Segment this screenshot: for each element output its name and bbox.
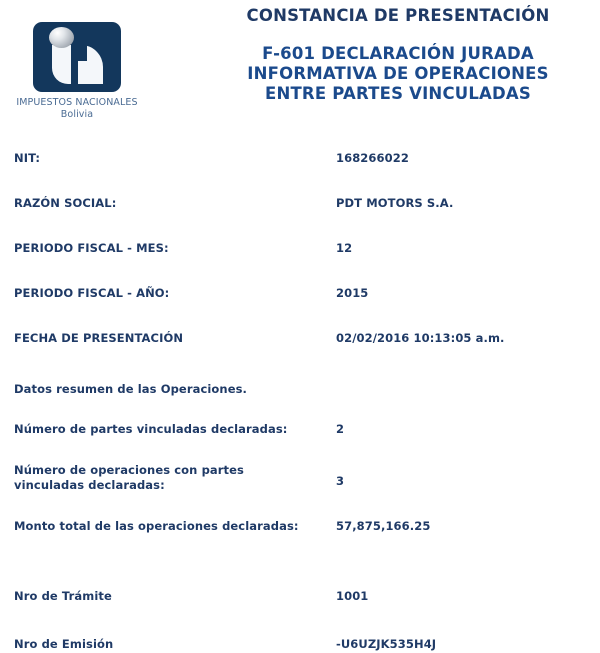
field-row-nro-emision — [14, 637, 586, 652]
form-subtitle-line-2: INFORMATIVA DE OPERACIONES — [247, 64, 549, 83]
periodo-fiscal-anio-label: PERIODO FISCAL - AÑO: — [14, 286, 170, 300]
operaciones-vinculadas-label-line-1: Número de operaciones con partes — [14, 463, 244, 477]
summary-heading: Datos resumen de las Operaciones. — [14, 382, 248, 396]
form-subtitle-line-3: ENTRE PARTES VINCULADAS — [265, 84, 531, 103]
impuestos-nacionales-logo-icon — [33, 22, 121, 92]
razon-social-label: RAZÓN SOCIAL: — [14, 196, 117, 210]
document-header — [0, 0, 600, 130]
nro-emision-label: Nro de Emisión — [14, 637, 114, 651]
razon-social-value: PDT MOTORS S.A. — [336, 196, 454, 210]
logo-letter-n-notch — [78, 45, 87, 61]
nro-tramite-label: Nro de Trámite — [14, 589, 112, 603]
fecha-presentacion-value: 02/02/2016 10:13:05 a.m. — [336, 331, 505, 345]
page-title: CONSTANCIA DE PRESENTACIÓN — [246, 6, 550, 25]
form-subtitle-line-1: F-601 DECLARACIÓN JURADA — [262, 44, 534, 63]
operaciones-vinculadas-label-line-2: vinculadas declaradas: — [14, 478, 165, 492]
logo-sphere-icon — [49, 27, 74, 48]
nit-label: NIT: — [14, 151, 41, 165]
title-block — [208, 6, 588, 104]
logo-caption-sub: Bolivia — [60, 109, 94, 120]
operaciones-vinculadas-label — [14, 463, 336, 493]
nit-value: 168266022 — [336, 151, 409, 165]
field-row-monto-total — [14, 519, 586, 534]
field-row-nro-tramite — [14, 589, 586, 604]
fecha-presentacion-label: FECHA DE PRESENTACIÓN — [14, 331, 184, 345]
logo-letter-i-stem — [52, 45, 71, 84]
periodo-fiscal-mes-label: PERIODO FISCAL - MES: — [14, 241, 169, 255]
field-row-nit — [14, 151, 586, 166]
monto-total-label: Monto total de las operaciones declaradas: — [14, 519, 299, 533]
taxpayer-fields — [0, 130, 600, 652]
field-row-partes-vinculadas — [14, 422, 586, 437]
periodo-fiscal-mes-value: 12 — [336, 241, 353, 255]
field-row-periodo-anio — [14, 286, 586, 301]
partes-vinculadas-label: Número de partes vinculadas declaradas: — [14, 422, 288, 436]
logo-block — [14, 22, 140, 121]
nro-tramite-value: 1001 — [336, 589, 369, 603]
operaciones-vinculadas-value: 3 — [336, 474, 345, 488]
periodo-fiscal-anio-value: 2015 — [336, 286, 369, 300]
form-subtitle — [208, 44, 588, 104]
logo-caption — [14, 97, 140, 121]
field-row-razon-social — [14, 196, 586, 211]
field-row-fecha-presentacion — [14, 331, 586, 346]
monto-total-value: 57,875,166.25 — [336, 519, 431, 533]
logo-caption-main: IMPUESTOS NACIONALES — [16, 97, 138, 108]
field-row-periodo-mes — [14, 241, 586, 256]
nro-emision-value: -U6UZJK535H4J — [336, 637, 437, 651]
partes-vinculadas-value: 2 — [336, 422, 345, 436]
field-row-operaciones-vinculadas — [14, 463, 586, 493]
